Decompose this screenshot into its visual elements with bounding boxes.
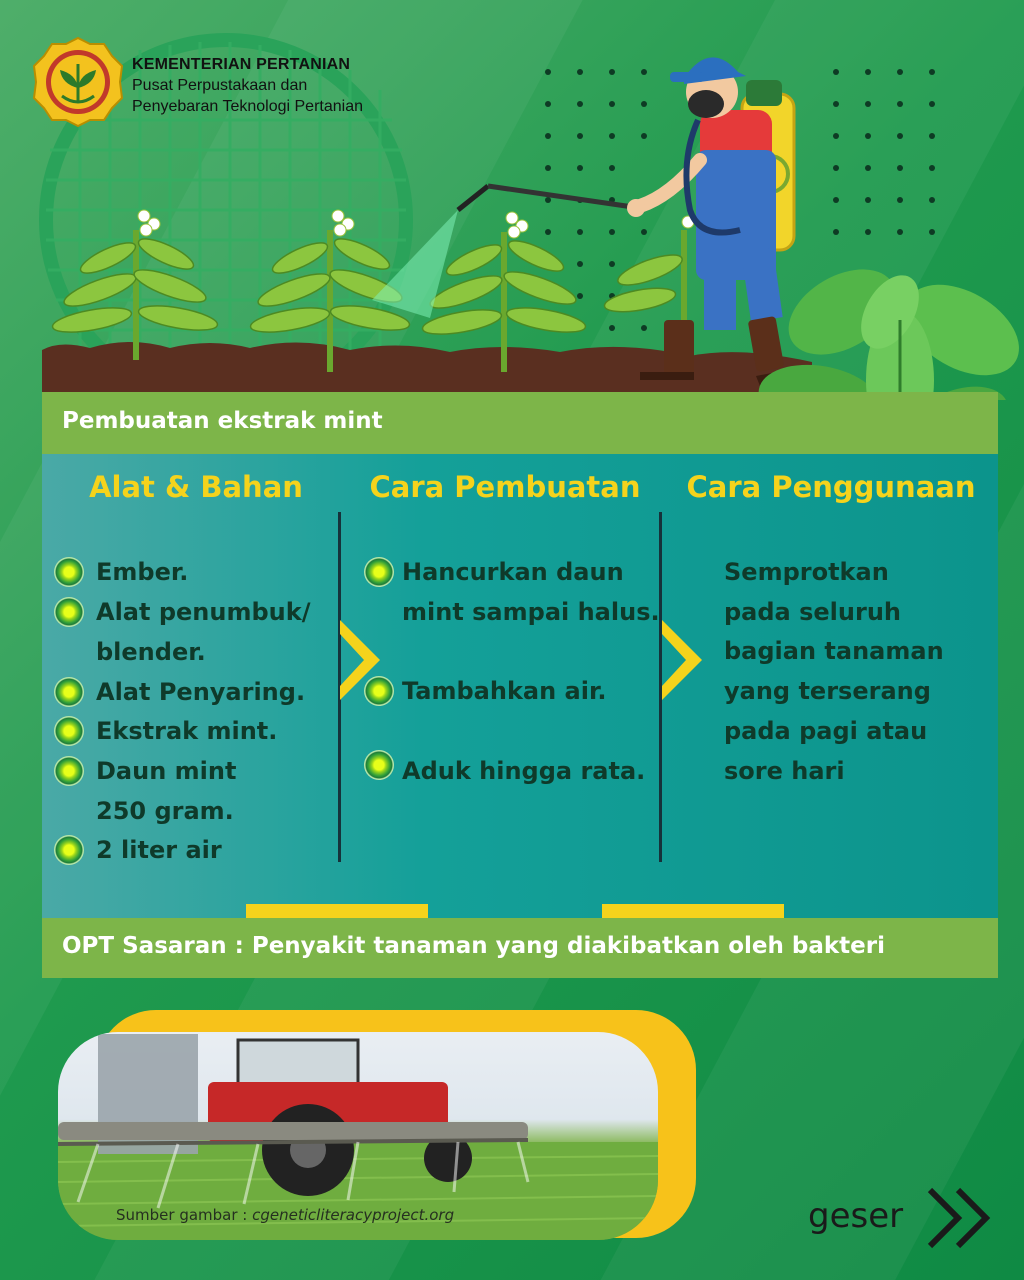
bullet-dot <box>54 716 84 746</box>
bullet-dot <box>54 677 84 707</box>
heading-cara-penggunaan: Cara Penggunaan <box>686 470 976 504</box>
list-item: 2 liter air <box>96 836 222 864</box>
list-item: Alat Penyaring. <box>96 678 306 706</box>
unit-name-line1: Pusat Perpustakaan dan <box>132 77 308 94</box>
title-band <box>42 392 998 454</box>
bullet-dot <box>364 557 394 587</box>
bullet-dot <box>364 676 394 706</box>
opt-band <box>42 918 998 978</box>
usage-line: sore hari <box>724 757 845 785</box>
bullet-dot <box>54 756 84 786</box>
list-item: Ekstrak mint. <box>96 717 278 745</box>
list-item: Ember. <box>96 558 189 586</box>
page-title: Pembuatan ekstrak mint <box>62 408 383 434</box>
unit-name-line2: Penyebaran Teknologi Pertanian <box>132 98 363 115</box>
list-item: Alat penumbuk/ <box>96 598 311 626</box>
double-chevron-icon[interactable] <box>924 1186 994 1250</box>
logo-emblem <box>32 36 124 128</box>
bullet-dot <box>54 835 84 865</box>
opt-target-text: OPT Sasaran : Penyakit tanaman yang diakibatkan oleh bakteri <box>62 933 886 959</box>
organization-name <box>132 54 363 117</box>
usage-line: pada pagi atau <box>724 717 928 745</box>
list-item: 250 gram. <box>96 797 234 825</box>
usage-line: Semprotkan <box>724 558 889 586</box>
list-item: Daun mint <box>96 757 237 785</box>
bullet-dot <box>364 750 394 780</box>
credit-source: cgeneticliteracyproject.org <box>252 1206 455 1224</box>
heading-alat-bahan: Alat & Bahan <box>89 470 303 504</box>
credit-label: Sumber gambar : <box>116 1206 253 1224</box>
list-item: mint sampai halus. <box>402 598 660 626</box>
usage-line: pada seluruh <box>724 598 901 626</box>
next-label[interactable]: geser <box>808 1196 904 1236</box>
image-credit <box>116 1206 454 1224</box>
ministry-name: KEMENTERIAN PERTANIAN <box>132 56 351 73</box>
list-item: Tambahkan air. <box>402 677 607 705</box>
list-item: Hancurkan daun <box>402 558 624 586</box>
list-item: Aduk hingga rata. <box>402 757 646 785</box>
usage-line: yang terserang <box>724 677 931 705</box>
bullet-dot <box>54 557 84 587</box>
list-item: blender. <box>96 638 206 666</box>
usage-line: bagian tanaman <box>724 637 944 665</box>
heading-cara-pembuatan: Cara Pembuatan <box>369 470 641 504</box>
bullet-dot <box>54 597 84 627</box>
chevron-right-icon <box>662 620 706 700</box>
